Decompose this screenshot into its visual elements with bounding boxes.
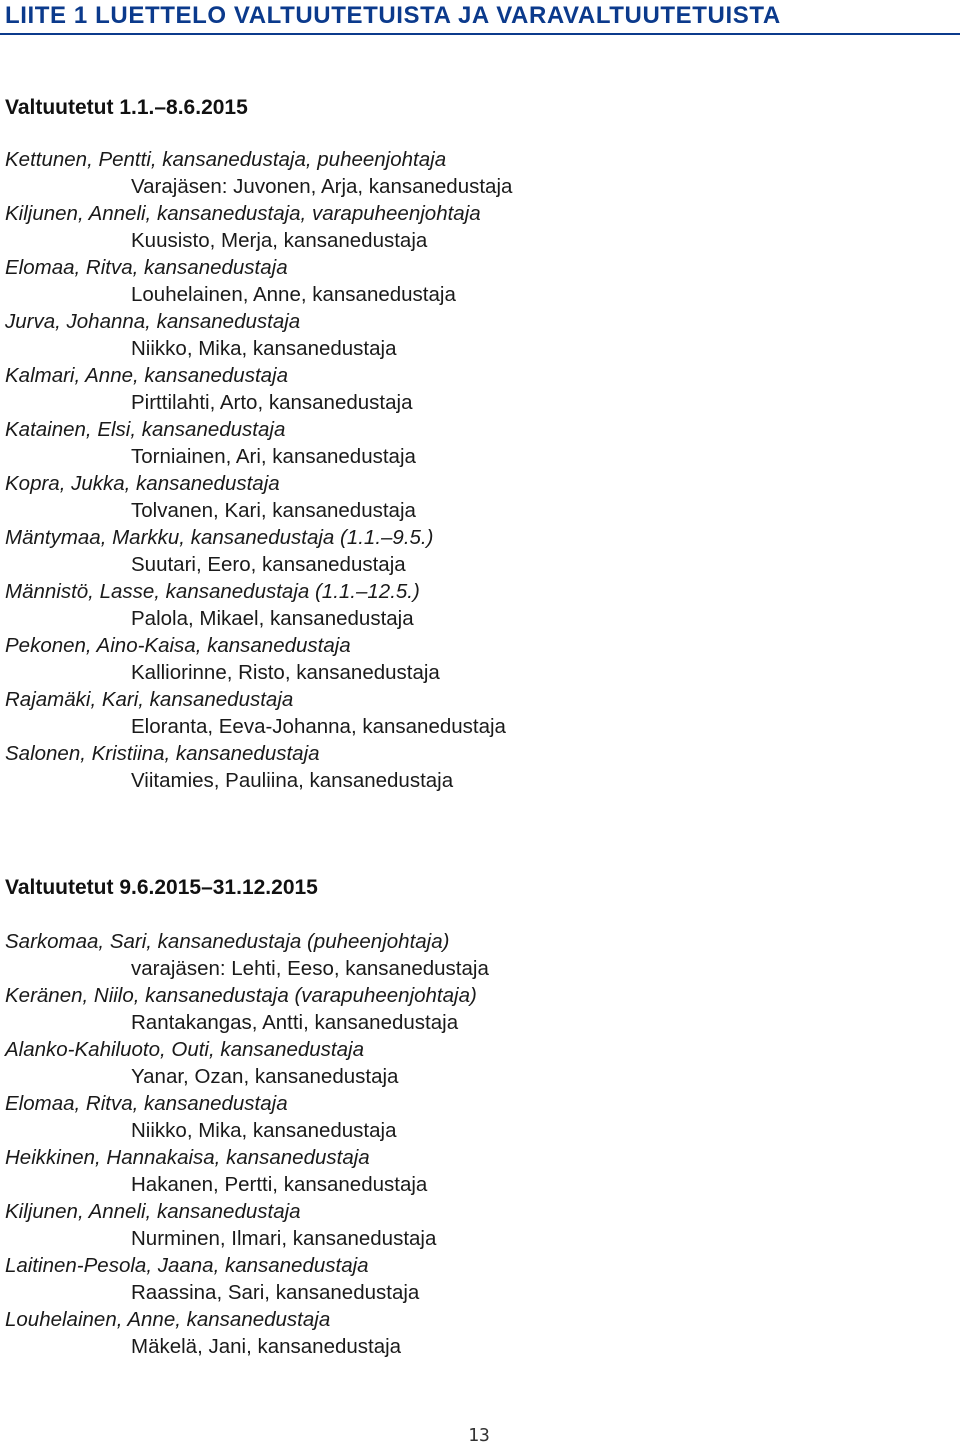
member-row: Kiljunen, Anneli, kansanedustaja — [5, 1200, 301, 1223]
deputy-member-row: Raassina, Sari, kansanedustaja — [131, 1281, 420, 1304]
deputy-member-row: Kalliorinne, Risto, kansanedustaja — [131, 661, 440, 684]
deputy-member-row: Viitamies, Pauliina, kansanedustaja — [131, 769, 454, 792]
member-row: Elomaa, Ritva, kansanedustaja — [5, 256, 288, 279]
deputy-member-row: Pirttilahti, Arto, kansanedustaja — [131, 391, 413, 414]
member-row: Pekonen, Aino-Kaisa, kansanedustaja — [5, 634, 351, 657]
deputy-member-row: Mäkelä, Jani, kansanedustaja — [131, 1335, 402, 1358]
member-row: Mäntymaa, Markku, kansanedustaja (1.1.–9.5.) — [5, 526, 434, 549]
deputy-member-row: Rantakangas, Antti, kansanedustaja — [131, 1011, 459, 1034]
member-row: Kalmari, Anne, kansanedustaja — [5, 364, 288, 387]
page-number-text: 13 — [468, 1425, 490, 1446]
deputy-member-row: Palola, Mikael, kansanedustaja — [131, 607, 414, 630]
deputy-member-row: Kuusisto, Merja, kansanedustaja — [131, 229, 428, 252]
member-list-2 — [0, 928, 960, 1360]
member-row: Elomaa, Ritva, kansanedustaja — [5, 1092, 288, 1115]
member-row: Männistö, Lasse, kansanedustaja (1.1.–12.5.) — [5, 580, 420, 603]
member-row: Alanko-Kahiluoto, Outi, kansanedustaja — [5, 1038, 364, 1061]
deputy-member-row: varajäsen: Lehti, Eeso, kansanedustaja — [131, 957, 489, 980]
deputy-member-row: Niikko, Mika, kansanedustaja — [131, 337, 397, 360]
member-row: Louhelainen, Anne, kansanedustaja — [5, 1308, 331, 1331]
page-title: LIITE 1 LUETTELO VALTUUTETUISTA JA VARAVALTUUTETUISTA — [5, 2, 781, 29]
deputy-member-row: Suutari, Eero, kansanedustaja — [131, 553, 406, 576]
section-heading-2: Valtuutetut 9.6.2015–31.12.2015 — [5, 876, 318, 899]
deputy-member-row: Torniainen, Ari, kansanedustaja — [131, 445, 416, 468]
member-row: Kopra, Jukka, kansanedustaja — [5, 472, 280, 495]
deputy-member-row: Hakanen, Pertti, kansanedustaja — [131, 1173, 428, 1196]
member-row: Rajamäki, Kari, kansanedustaja — [5, 688, 294, 711]
deputy-member-row: Louhelainen, Anne, kansanedustaja — [131, 283, 456, 306]
member-row: Laitinen-Pesola, Jaana, kansanedustaja — [5, 1254, 369, 1277]
member-row: Salonen, Kristiina, kansanedustaja — [5, 742, 320, 765]
deputy-member-row: Varajäsen: Juvonen, Arja, kansanedustaja — [131, 175, 513, 198]
deputy-member-row: Tolvanen, Kari, kansanedustaja — [131, 499, 416, 522]
page-header — [0, 0, 960, 36]
member-row: Keränen, Niilo, kansanedustaja (varapuheenjohtaja) — [5, 984, 477, 1007]
section-heading-1: Valtuutetut 1.1.–8.6.2015 — [5, 96, 248, 119]
deputy-member-row: Niikko, Mika, kansanedustaja — [131, 1119, 397, 1142]
header-rule — [0, 33, 960, 35]
member-row: Kettunen, Pentti, kansanedustaja, puheenjohtaja — [5, 148, 447, 171]
deputy-member-row: Nurminen, Ilmari, kansanedustaja — [131, 1227, 437, 1250]
deputy-member-row: Eloranta, Eeva-Johanna, kansanedustaja — [131, 715, 506, 738]
member-row: Jurva, Johanna, kansanedustaja — [5, 310, 301, 333]
member-row: Kiljunen, Anneli, kansanedustaja, varapuheenjohtaja — [5, 202, 481, 225]
member-list-1 — [0, 146, 960, 794]
member-row: Heikkinen, Hannakaisa, kansanedustaja — [5, 1146, 370, 1169]
deputy-member-row: Yanar, Ozan, kansanedustaja — [131, 1065, 399, 1088]
page-number — [0, 1425, 960, 1446]
member-row: Sarkomaa, Sari, kansanedustaja (puheenjohtaja) — [5, 930, 450, 953]
member-row: Katainen, Elsi, kansanedustaja — [5, 418, 286, 441]
